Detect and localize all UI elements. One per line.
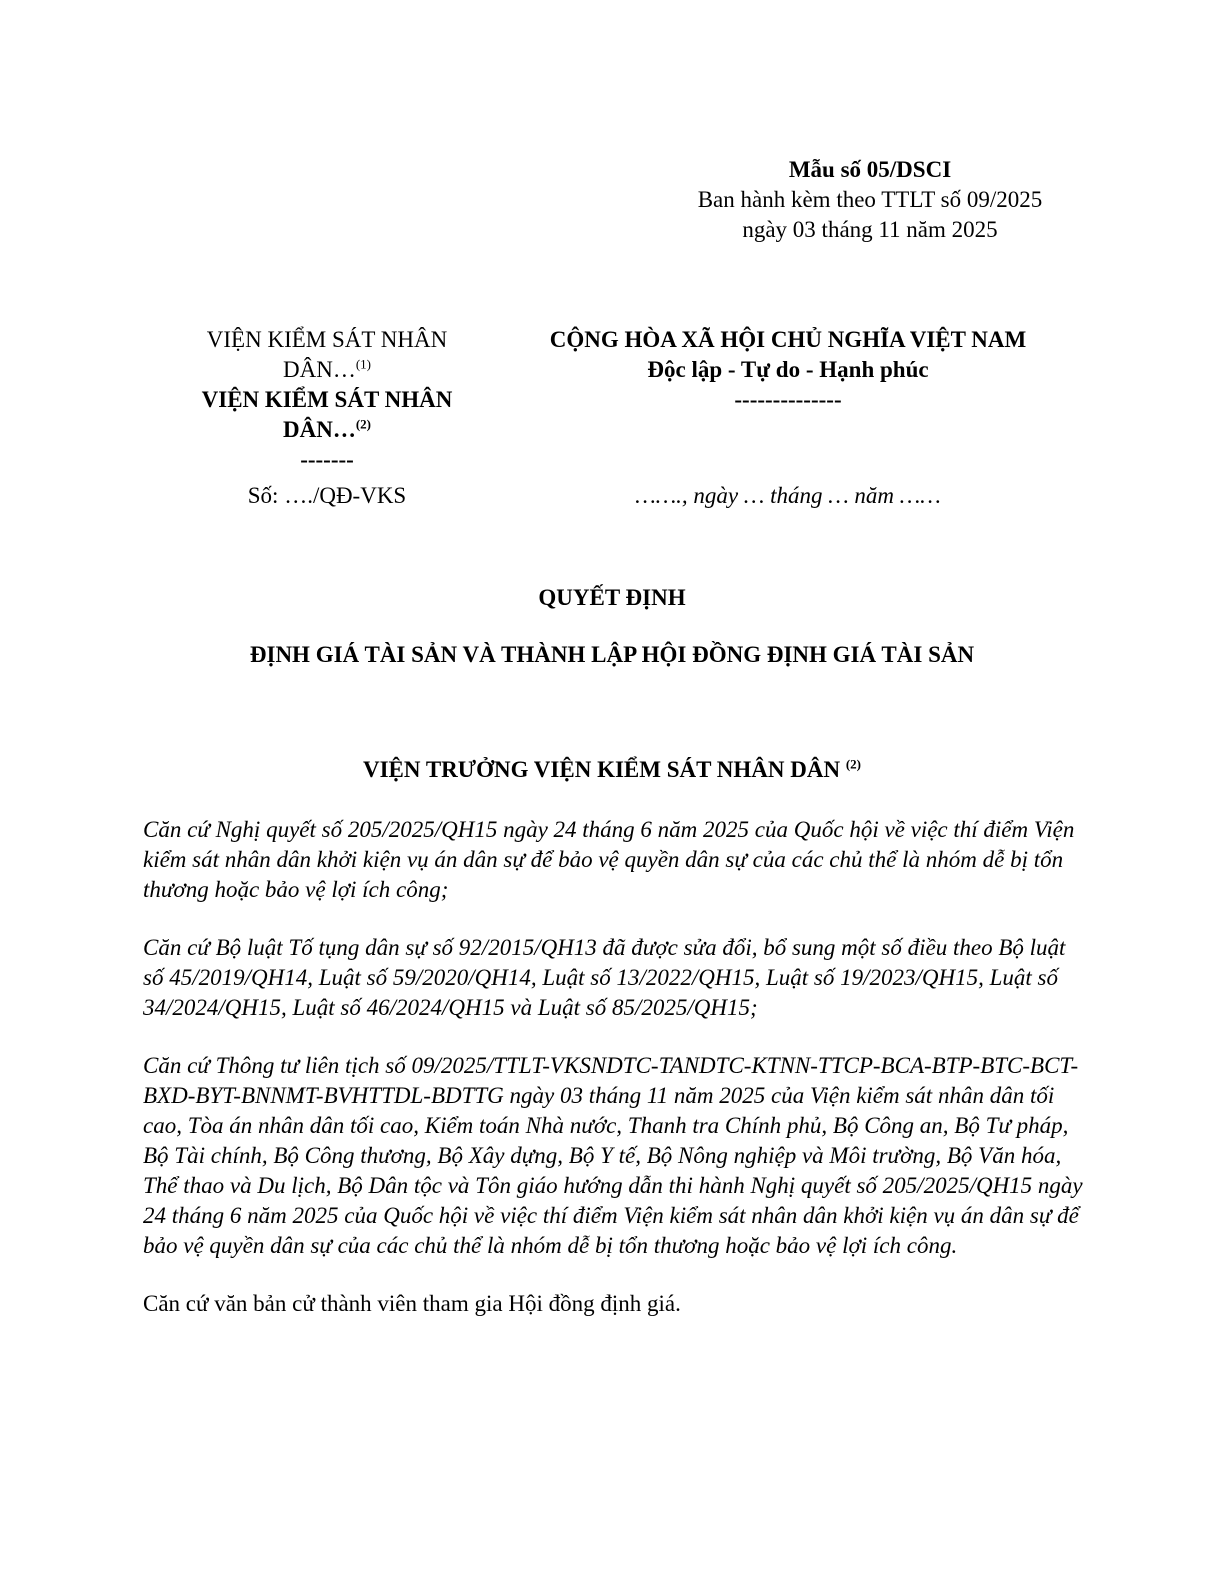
basis-paragraph: Căn cứ văn bản cử thành viên tham gia Hội đồng định giá. [143,1291,681,1316]
parent-agency-text: VIỆN KIỂM SÁT NHÂN DÂN… [206,327,448,382]
nation-separator: -------------- [734,387,842,412]
form-date-line: ngày 03 tháng 11 năm 2025 [742,217,998,242]
place-date: ……., ngày … tháng … năm …… [635,483,941,508]
form-issued-line: Ban hành kèm theo TTLT số 09/2025 [697,187,1043,212]
nation-motto: Độc lập - Tự do - Hạnh phúc [647,357,929,382]
basis-paragraph: Căn cứ Bộ luật Tố tụng dân sự số 92/2015/QH13 đã được sửa đổi, bổ sung một số điều theo Bộ luật số 45/2019/QH14, Luật số 59/2020/QH14, Luật số 13/2022/QH15, Luật số 19/2023/QH15, Luật số 34/2024/QH15, Luật số 46/2024/QH15 và Luật số 85/2025/QH15; [143,935,1066,1020]
parent-agency-note: (1) [355,356,371,372]
document-title: QUYẾT ĐỊNH [538,585,686,610]
legal-basis [143,815,1083,1347]
form-code: Mẫu số 05/DSCI [788,157,952,182]
authority-text: VIỆN TRƯỞNG VIỆN KIỂM SÁT NHÂN DÂN [362,757,841,782]
basis-paragraph: Căn cứ Nghị quyết số 205/2025/QH15 ngày 24 tháng 6 năm 2025 của Quốc hội về việc thí điểm Viện kiểm sát nhân dân khởi kiện vụ án dân sự để bảo vệ quyền dân sự của các chủ thể là nhóm dễ bị tổn thương hoặc bảo vệ lợi ích công; [143,817,1075,902]
agency-name [168,385,486,445]
document-number: Số: …./QĐ-VKS [247,483,407,508]
basis-paragraph: Căn cứ Thông tư liên tịch số 09/2025/TTLT-VKSNDTC-TANDTC-KTNN-TTCP-BCA-BTP-BTC-BCT-BXD-BYT-BNNMT-BVHTTDL-BDTTG ngày 03 tháng 11 năm 2025 của Viện kiểm sát nhân dân tối cao, Tòa án nhân dân tối cao, Kiểm toán Nhà nước, Thanh tra Chính phủ, Bộ Công an, Bộ Tư pháp, Bộ Tài chính, Bộ Công thương, Bộ Xây dựng, Bộ Y tế, Bộ Nông nghiệp và Môi trường, Bộ Văn hóa, Thể thao và Du lịch, Bộ Dân tộc và Tôn giáo hướng dẫn thi hành Nghị quyết số 205/2025/QH15 ngày 24 tháng 6 năm 2025 của Quốc hội về việc thí điểm Viện kiểm sát nhân dân khởi kiện vụ án dân sự để bảo vệ quyền dân sự của các chủ thể là nhóm dễ bị tổn thương hoặc bảo vệ lợi ích công. [143,1053,1083,1258]
nation-name: CỘNG HÒA XÃ HỘI CHỦ NGHĨA VIỆT NAM [549,327,1027,352]
agency-name-note: (2) [355,416,371,432]
agency-separator: ------- [300,447,354,472]
agency-name-text: VIỆN KIỂM SÁT NHÂN DÂN… [201,387,453,442]
document-subtitle: ĐỊNH GIÁ TÀI SẢN VÀ THÀNH LẬP HỘI ĐỒNG ĐỊNH GIÁ TÀI SẢN [249,642,975,667]
authority-note: (2) [845,756,862,772]
agency-header [168,325,486,511]
national-header [500,325,1076,511]
form-reference [640,155,1100,245]
parent-agency-name [168,325,486,385]
authority-title [0,757,1224,783]
